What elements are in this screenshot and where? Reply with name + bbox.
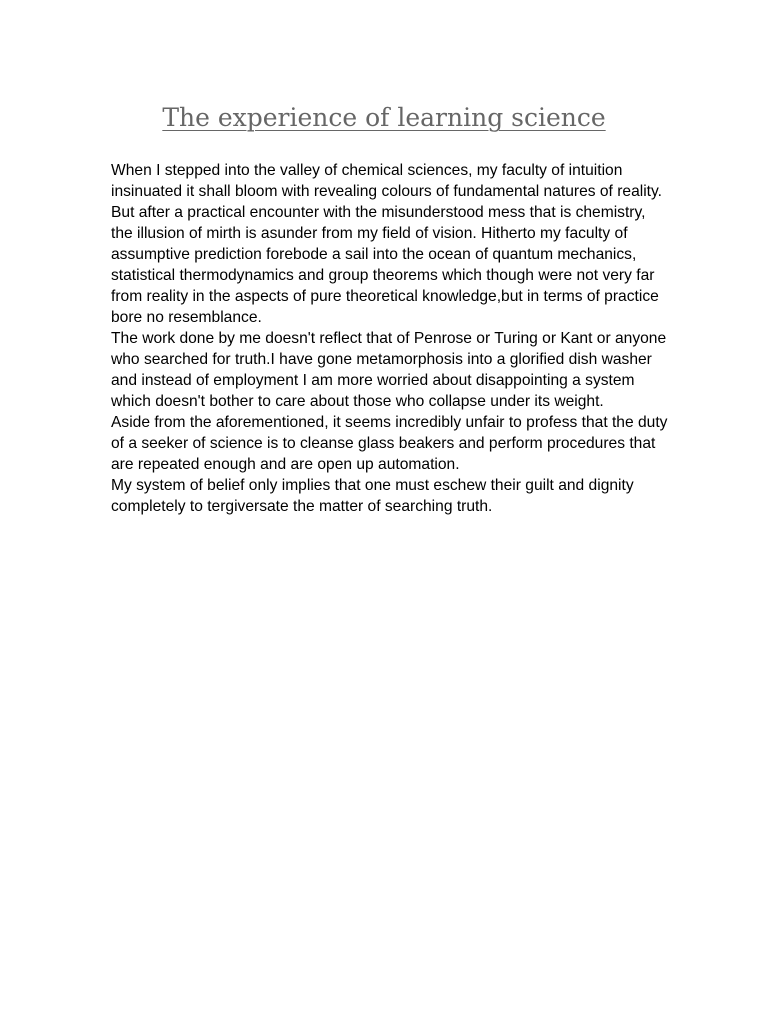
- document-title: The experience of learning science: [162, 103, 606, 132]
- paragraph: The work done by me doesn't reflect that of Penrose or Turing or Kant or anyone who searched for truth.I have gone metamorphosis into a glorified dish washer and instead of employment I am more worried about disappointing a system which doesn't bother to care about those who collapse under its weight.: [111, 330, 667, 410]
- paragraph: When I stepped into the valley of chemical sciences, my faculty of intuition insinuated it shall bloom with revealing colours of fundamental natures of reality.: [111, 162, 662, 200]
- paragraph: Aside from the aforementioned, it seems incredibly unfair to profess that the duty of a seeker of science is to cleanse glass beakers and perform procedures that are repeated enough and are open up automation.: [111, 414, 668, 473]
- paragraph: My system of belief only implies that one must eschew their guilt and dignity completely to tergiversate the matter of searching truth.: [111, 477, 634, 515]
- paragraph: But after a practical encounter with the misunderstood mess that is chemistry, the illusion of mirth is asunder from my field of vision. Hitherto my faculty of assumptive prediction forebode a sail into the ocean of quantum mechanics, statistical thermodynamics and group theorems which though were not very far from reality in the aspects of pure theoretical knowledge,but in terms of practice bore no resemblance.: [111, 204, 659, 326]
- document-body: [111, 160, 671, 517]
